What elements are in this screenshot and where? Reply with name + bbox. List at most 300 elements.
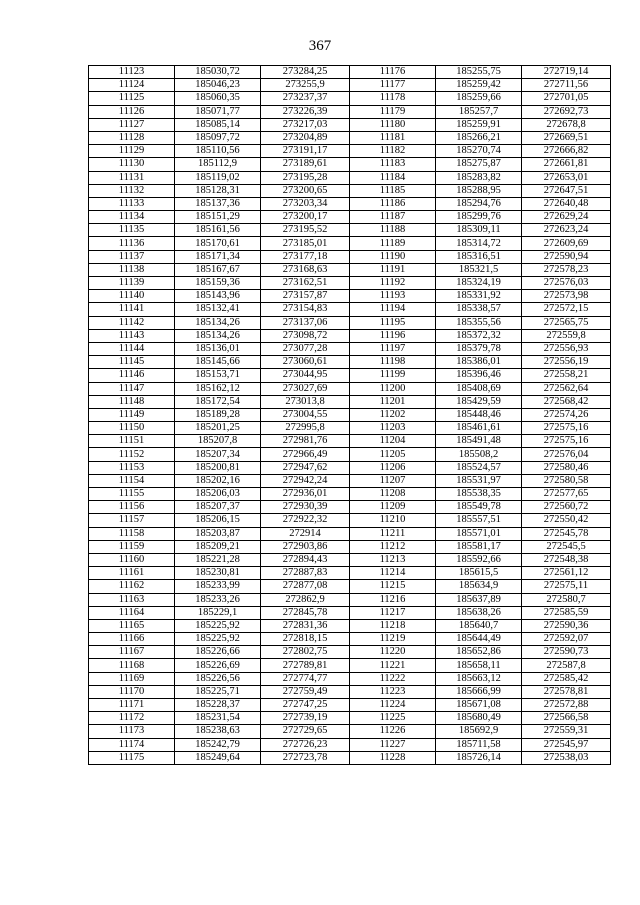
x-coord-left-cell: 185226,69 [175, 659, 261, 672]
point-id-right-cell: 11184 [350, 171, 436, 184]
point-id-left-cell: 11123 [89, 66, 175, 79]
y-coord-right-cell: 272640,48 [522, 197, 611, 210]
x-coord-right-cell: 185448,46 [436, 408, 522, 421]
table-row [89, 738, 611, 751]
y-coord-left-cell: 273185,01 [261, 237, 350, 250]
y-coord-right-cell: 272566,58 [522, 712, 611, 725]
x-coord-right-cell: 185640,7 [436, 619, 522, 632]
y-coord-left-cell: 272903,86 [261, 540, 350, 553]
y-coord-right-cell: 272575,16 [522, 435, 611, 448]
table-row [89, 488, 611, 501]
y-coord-right-cell: 272587,8 [522, 659, 611, 672]
x-coord-left-cell: 185203,87 [175, 527, 261, 540]
point-id-right-cell: 11211 [350, 527, 436, 540]
x-coord-right-cell: 185386,01 [436, 356, 522, 369]
point-id-left-cell: 11142 [89, 316, 175, 329]
x-coord-right-cell: 185461,61 [436, 422, 522, 435]
table-row [89, 184, 611, 197]
y-coord-left-cell: 273189,61 [261, 158, 350, 171]
y-coord-left-cell: 272877,08 [261, 580, 350, 593]
x-coord-left-cell: 185207,8 [175, 435, 261, 448]
x-coord-left-cell: 185230,81 [175, 567, 261, 580]
x-coord-right-cell: 185634,9 [436, 580, 522, 593]
y-coord-right-cell: 272692,73 [522, 105, 611, 118]
point-id-left-cell: 11158 [89, 527, 175, 540]
point-id-left-cell: 11169 [89, 672, 175, 685]
point-id-left-cell: 11143 [89, 329, 175, 342]
point-id-right-cell: 11202 [350, 408, 436, 421]
y-coord-left-cell: 272966,49 [261, 448, 350, 461]
point-id-right-cell: 11208 [350, 488, 436, 501]
x-coord-right-cell: 185309,11 [436, 224, 522, 237]
point-id-left-cell: 11132 [89, 184, 175, 197]
table-row [89, 422, 611, 435]
coordinates-table-body [89, 66, 611, 765]
y-coord-left-cell: 273004,55 [261, 408, 350, 421]
x-coord-left-cell: 185200,81 [175, 461, 261, 474]
y-coord-left-cell: 273195,28 [261, 171, 350, 184]
point-id-right-cell: 11186 [350, 197, 436, 210]
x-coord-right-cell: 185615,5 [436, 567, 522, 580]
y-coord-right-cell: 272568,42 [522, 395, 611, 408]
point-id-left-cell: 11164 [89, 606, 175, 619]
point-id-left-cell: 11167 [89, 646, 175, 659]
x-coord-right-cell: 185491,48 [436, 435, 522, 448]
y-coord-left-cell: 273168,63 [261, 263, 350, 276]
table-row [89, 342, 611, 355]
table-row [89, 395, 611, 408]
x-coord-left-cell: 185233,99 [175, 580, 261, 593]
point-id-right-cell: 11206 [350, 461, 436, 474]
x-coord-right-cell: 185726,14 [436, 751, 522, 764]
point-id-right-cell: 11189 [350, 237, 436, 250]
y-coord-right-cell: 272572,88 [522, 699, 611, 712]
point-id-left-cell: 11148 [89, 395, 175, 408]
x-coord-right-cell: 185288,95 [436, 184, 522, 197]
x-coord-left-cell: 185071,77 [175, 105, 261, 118]
x-coord-right-cell: 185652,86 [436, 646, 522, 659]
x-coord-left-cell: 185226,56 [175, 672, 261, 685]
point-id-left-cell: 11157 [89, 514, 175, 527]
point-id-right-cell: 11213 [350, 553, 436, 566]
point-id-right-cell: 11197 [350, 342, 436, 355]
point-id-left-cell: 11149 [89, 408, 175, 421]
y-coord-right-cell: 272545,97 [522, 738, 611, 751]
point-id-right-cell: 11193 [350, 290, 436, 303]
y-coord-left-cell: 272922,32 [261, 514, 350, 527]
x-coord-left-cell: 185060,35 [175, 92, 261, 105]
point-id-right-cell: 11227 [350, 738, 436, 751]
table-row [89, 751, 611, 764]
x-coord-left-cell: 185207,37 [175, 501, 261, 514]
x-coord-right-cell: 185549,78 [436, 501, 522, 514]
x-coord-right-cell: 185283,82 [436, 171, 522, 184]
table-row [89, 725, 611, 738]
table-row [89, 290, 611, 303]
x-coord-left-cell: 185136,01 [175, 342, 261, 355]
x-coord-left-cell: 185128,31 [175, 184, 261, 197]
table-row [89, 316, 611, 329]
table-row [89, 408, 611, 421]
table-row [89, 646, 611, 659]
y-coord-left-cell: 273013,8 [261, 395, 350, 408]
table-row [89, 382, 611, 395]
y-coord-right-cell: 272576,03 [522, 277, 611, 290]
point-id-right-cell: 11207 [350, 474, 436, 487]
y-coord-left-cell: 273077,28 [261, 342, 350, 355]
point-id-left-cell: 11128 [89, 131, 175, 144]
table-row [89, 79, 611, 92]
point-id-right-cell: 11183 [350, 158, 436, 171]
x-coord-left-cell: 185171,34 [175, 250, 261, 263]
x-coord-left-cell: 185167,67 [175, 263, 261, 276]
table-row [89, 171, 611, 184]
point-id-right-cell: 11223 [350, 685, 436, 698]
y-coord-left-cell: 272995,8 [261, 422, 350, 435]
point-id-right-cell: 11180 [350, 118, 436, 131]
y-coord-right-cell: 272574,26 [522, 408, 611, 421]
x-coord-right-cell: 185321,5 [436, 263, 522, 276]
y-coord-right-cell: 272559,8 [522, 329, 611, 342]
table-row [89, 672, 611, 685]
x-coord-right-cell: 185524,57 [436, 461, 522, 474]
point-id-left-cell: 11131 [89, 171, 175, 184]
point-id-left-cell: 11155 [89, 488, 175, 501]
point-id-right-cell: 11226 [350, 725, 436, 738]
y-coord-left-cell: 273191,17 [261, 145, 350, 158]
y-coord-left-cell: 272723,78 [261, 751, 350, 764]
point-id-right-cell: 11182 [350, 145, 436, 158]
point-id-left-cell: 11147 [89, 382, 175, 395]
y-coord-left-cell: 273203,34 [261, 197, 350, 210]
y-coord-right-cell: 272578,23 [522, 263, 611, 276]
point-id-right-cell: 11191 [350, 263, 436, 276]
point-id-left-cell: 11135 [89, 224, 175, 237]
y-coord-right-cell: 272577,65 [522, 488, 611, 501]
point-id-left-cell: 11172 [89, 712, 175, 725]
y-coord-left-cell: 273060,61 [261, 356, 350, 369]
point-id-right-cell: 11215 [350, 580, 436, 593]
x-coord-left-cell: 185202,16 [175, 474, 261, 487]
point-id-left-cell: 11152 [89, 448, 175, 461]
point-id-left-cell: 11175 [89, 751, 175, 764]
y-coord-right-cell: 272647,51 [522, 184, 611, 197]
x-coord-left-cell: 185249,64 [175, 751, 261, 764]
point-id-right-cell: 11178 [350, 92, 436, 105]
point-id-right-cell: 11200 [350, 382, 436, 395]
point-id-left-cell: 11137 [89, 250, 175, 263]
x-coord-right-cell: 185538,35 [436, 488, 522, 501]
y-coord-left-cell: 273226,39 [261, 105, 350, 118]
table-row [89, 131, 611, 144]
y-coord-left-cell: 272845,78 [261, 606, 350, 619]
x-coord-right-cell: 185658,11 [436, 659, 522, 672]
x-coord-right-cell: 185372,32 [436, 329, 522, 342]
point-id-right-cell: 11201 [350, 395, 436, 408]
y-coord-right-cell: 272590,73 [522, 646, 611, 659]
point-id-left-cell: 11162 [89, 580, 175, 593]
x-coord-left-cell: 185172,54 [175, 395, 261, 408]
table-row [89, 237, 611, 250]
y-coord-right-cell: 272578,81 [522, 685, 611, 698]
point-id-right-cell: 11218 [350, 619, 436, 632]
point-id-left-cell: 11168 [89, 659, 175, 672]
y-coord-left-cell: 273162,51 [261, 277, 350, 290]
y-coord-left-cell: 273195,52 [261, 224, 350, 237]
x-coord-left-cell: 185242,79 [175, 738, 261, 751]
x-coord-right-cell: 185259,66 [436, 92, 522, 105]
point-id-left-cell: 11165 [89, 619, 175, 632]
y-coord-left-cell: 272981,76 [261, 435, 350, 448]
table-row [89, 211, 611, 224]
y-coord-right-cell: 272558,21 [522, 369, 611, 382]
x-coord-left-cell: 185143,96 [175, 290, 261, 303]
point-id-left-cell: 11159 [89, 540, 175, 553]
x-coord-left-cell: 185201,25 [175, 422, 261, 435]
point-id-left-cell: 11144 [89, 342, 175, 355]
x-coord-left-cell: 185189,28 [175, 408, 261, 421]
table-row [89, 461, 611, 474]
x-coord-left-cell: 185221,28 [175, 553, 261, 566]
y-coord-right-cell: 272590,94 [522, 250, 611, 263]
point-id-right-cell: 11216 [350, 593, 436, 606]
y-coord-right-cell: 272585,42 [522, 672, 611, 685]
table-row [89, 448, 611, 461]
x-coord-right-cell: 185379,78 [436, 342, 522, 355]
x-coord-left-cell: 185209,21 [175, 540, 261, 553]
coordinates-table [88, 65, 611, 765]
table-row [89, 501, 611, 514]
point-id-left-cell: 11134 [89, 211, 175, 224]
y-coord-right-cell: 272580,7 [522, 593, 611, 606]
y-coord-left-cell: 272739,19 [261, 712, 350, 725]
x-coord-right-cell: 185711,58 [436, 738, 522, 751]
y-coord-right-cell: 272545,78 [522, 527, 611, 540]
y-coord-right-cell: 272556,19 [522, 356, 611, 369]
y-coord-left-cell: 272942,24 [261, 474, 350, 487]
point-id-right-cell: 11228 [350, 751, 436, 764]
y-coord-left-cell: 273200,17 [261, 211, 350, 224]
y-coord-right-cell: 272538,03 [522, 751, 611, 764]
x-coord-left-cell: 185207,34 [175, 448, 261, 461]
x-coord-left-cell: 185132,41 [175, 303, 261, 316]
x-coord-right-cell: 185692,9 [436, 725, 522, 738]
y-coord-left-cell: 272818,15 [261, 633, 350, 646]
y-coord-right-cell: 272580,46 [522, 461, 611, 474]
x-coord-right-cell: 185275,87 [436, 158, 522, 171]
point-id-right-cell: 11176 [350, 66, 436, 79]
x-coord-right-cell: 185644,49 [436, 633, 522, 646]
table-row [89, 567, 611, 580]
table-row [89, 356, 611, 369]
y-coord-left-cell: 272914 [261, 527, 350, 540]
point-id-right-cell: 11188 [350, 224, 436, 237]
y-coord-right-cell: 272701,05 [522, 92, 611, 105]
x-coord-left-cell: 185225,92 [175, 619, 261, 632]
table-row [89, 224, 611, 237]
point-id-right-cell: 11217 [350, 606, 436, 619]
x-coord-left-cell: 185170,61 [175, 237, 261, 250]
y-coord-right-cell: 272666,82 [522, 145, 611, 158]
point-id-right-cell: 11224 [350, 699, 436, 712]
point-id-right-cell: 11209 [350, 501, 436, 514]
table-row [89, 527, 611, 540]
table-row [89, 303, 611, 316]
y-coord-right-cell: 272669,51 [522, 131, 611, 144]
point-id-right-cell: 11181 [350, 131, 436, 144]
point-id-left-cell: 11136 [89, 237, 175, 250]
y-coord-left-cell: 273157,87 [261, 290, 350, 303]
point-id-right-cell: 11205 [350, 448, 436, 461]
x-coord-right-cell: 185255,75 [436, 66, 522, 79]
x-coord-left-cell: 185030,72 [175, 66, 261, 79]
y-coord-left-cell: 273044,95 [261, 369, 350, 382]
y-coord-right-cell: 272623,24 [522, 224, 611, 237]
x-coord-left-cell: 185110,56 [175, 145, 261, 158]
x-coord-left-cell: 185097,72 [175, 131, 261, 144]
y-coord-right-cell: 272575,16 [522, 422, 611, 435]
y-coord-left-cell: 272802,75 [261, 646, 350, 659]
y-coord-right-cell: 272561,12 [522, 567, 611, 580]
y-coord-right-cell: 272572,15 [522, 303, 611, 316]
y-coord-right-cell: 272560,72 [522, 501, 611, 514]
y-coord-left-cell: 272729,65 [261, 725, 350, 738]
table-row [89, 699, 611, 712]
point-id-left-cell: 11156 [89, 501, 175, 514]
point-id-right-cell: 11187 [350, 211, 436, 224]
x-coord-right-cell: 185266,21 [436, 131, 522, 144]
point-id-left-cell: 11153 [89, 461, 175, 474]
y-coord-left-cell: 272831,36 [261, 619, 350, 632]
table-row [89, 514, 611, 527]
x-coord-left-cell: 185233,26 [175, 593, 261, 606]
x-coord-right-cell: 185259,42 [436, 79, 522, 92]
x-coord-left-cell: 185159,36 [175, 277, 261, 290]
x-coord-right-cell: 185259,91 [436, 118, 522, 131]
point-id-left-cell: 11173 [89, 725, 175, 738]
y-coord-right-cell: 272661,81 [522, 158, 611, 171]
y-coord-right-cell: 272559,31 [522, 725, 611, 738]
y-coord-left-cell: 272930,39 [261, 501, 350, 514]
point-id-right-cell: 11210 [350, 514, 436, 527]
point-id-right-cell: 11194 [350, 303, 436, 316]
y-coord-right-cell: 272678,8 [522, 118, 611, 131]
table-row [89, 105, 611, 118]
x-coord-right-cell: 185571,01 [436, 527, 522, 540]
x-coord-left-cell: 185145,66 [175, 356, 261, 369]
x-coord-right-cell: 185531,97 [436, 474, 522, 487]
x-coord-left-cell: 185134,26 [175, 329, 261, 342]
table-row [89, 685, 611, 698]
x-coord-left-cell: 185226,66 [175, 646, 261, 659]
x-coord-left-cell: 185206,03 [175, 488, 261, 501]
page-number: 367 [308, 38, 332, 54]
table-row [89, 369, 611, 382]
x-coord-left-cell: 185238,63 [175, 725, 261, 738]
table-row [89, 145, 611, 158]
y-coord-right-cell: 272548,38 [522, 553, 611, 566]
x-coord-left-cell: 185119,02 [175, 171, 261, 184]
y-coord-right-cell: 272629,24 [522, 211, 611, 224]
x-coord-left-cell: 185231,54 [175, 712, 261, 725]
table-row [89, 92, 611, 105]
table-row [89, 712, 611, 725]
x-coord-right-cell: 185508,2 [436, 448, 522, 461]
x-coord-left-cell: 185225,71 [175, 685, 261, 698]
point-id-left-cell: 11141 [89, 303, 175, 316]
table-row [89, 619, 611, 632]
x-coord-right-cell: 185299,76 [436, 211, 522, 224]
x-coord-left-cell: 185225,92 [175, 633, 261, 646]
y-coord-left-cell: 272747,25 [261, 699, 350, 712]
table-row [89, 580, 611, 593]
x-coord-right-cell: 185257,7 [436, 105, 522, 118]
y-coord-right-cell: 272585,59 [522, 606, 611, 619]
point-id-right-cell: 11204 [350, 435, 436, 448]
point-id-right-cell: 11198 [350, 356, 436, 369]
y-coord-left-cell: 273200,65 [261, 184, 350, 197]
x-coord-right-cell: 185396,46 [436, 369, 522, 382]
x-coord-left-cell: 185161,56 [175, 224, 261, 237]
x-coord-left-cell: 185228,37 [175, 699, 261, 712]
y-coord-left-cell: 273217,03 [261, 118, 350, 131]
table-row [89, 263, 611, 276]
point-id-left-cell: 11140 [89, 290, 175, 303]
y-coord-right-cell: 272545,5 [522, 540, 611, 553]
x-coord-right-cell: 185408,69 [436, 382, 522, 395]
x-coord-right-cell: 185294,76 [436, 197, 522, 210]
point-id-left-cell: 11154 [89, 474, 175, 487]
x-coord-right-cell: 185324,19 [436, 277, 522, 290]
x-coord-left-cell: 185085,14 [175, 118, 261, 131]
y-coord-right-cell: 272556,93 [522, 342, 611, 355]
x-coord-right-cell: 185270,74 [436, 145, 522, 158]
point-id-right-cell: 11199 [350, 369, 436, 382]
table-row [89, 329, 611, 342]
point-id-left-cell: 11138 [89, 263, 175, 276]
point-id-left-cell: 11127 [89, 118, 175, 131]
table-row [89, 158, 611, 171]
point-id-left-cell: 11161 [89, 567, 175, 580]
point-id-right-cell: 11185 [350, 184, 436, 197]
x-coord-right-cell: 185316,51 [436, 250, 522, 263]
y-coord-left-cell: 272947,62 [261, 461, 350, 474]
y-coord-left-cell: 272774,77 [261, 672, 350, 685]
point-id-left-cell: 11146 [89, 369, 175, 382]
y-coord-right-cell: 272573,98 [522, 290, 611, 303]
y-coord-right-cell: 272565,75 [522, 316, 611, 329]
x-coord-left-cell: 185162,12 [175, 382, 261, 395]
point-id-left-cell: 11124 [89, 79, 175, 92]
x-coord-right-cell: 185331,92 [436, 290, 522, 303]
point-id-left-cell: 11160 [89, 553, 175, 566]
table-row [89, 197, 611, 210]
x-coord-right-cell: 185355,56 [436, 316, 522, 329]
x-coord-left-cell: 185137,36 [175, 197, 261, 210]
x-coord-left-cell: 185046,23 [175, 79, 261, 92]
x-coord-left-cell: 185151,29 [175, 211, 261, 224]
point-id-left-cell: 11151 [89, 435, 175, 448]
x-coord-right-cell: 185557,51 [436, 514, 522, 527]
point-id-right-cell: 11192 [350, 277, 436, 290]
table-row [89, 435, 611, 448]
x-coord-right-cell: 185638,26 [436, 606, 522, 619]
y-coord-right-cell: 272575,11 [522, 580, 611, 593]
y-coord-left-cell: 272759,49 [261, 685, 350, 698]
y-coord-left-cell: 272726,23 [261, 738, 350, 751]
point-id-right-cell: 11196 [350, 329, 436, 342]
y-coord-left-cell: 273027,69 [261, 382, 350, 395]
